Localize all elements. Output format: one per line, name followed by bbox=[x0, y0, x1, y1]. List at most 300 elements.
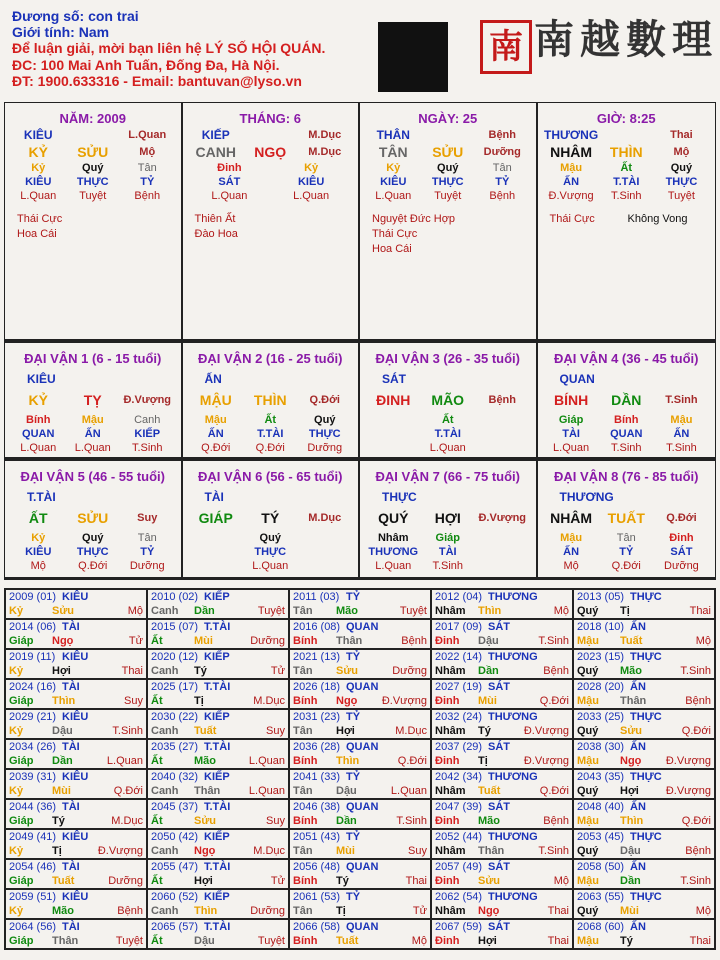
year-branch: Thìn bbox=[336, 755, 360, 767]
hidden-stem: Mậu bbox=[670, 414, 693, 426]
year-label: 2010 (02) bbox=[151, 591, 199, 603]
decade-stem-branch bbox=[538, 392, 716, 408]
year-stage: Q.Đới bbox=[681, 815, 711, 827]
year-cell bbox=[573, 829, 715, 859]
year-stage: Tử bbox=[128, 635, 143, 647]
decade-stem-branch bbox=[183, 392, 359, 408]
year-label: 2027 (19) bbox=[435, 681, 483, 693]
year-label: 2039 (31) bbox=[9, 771, 57, 783]
year-god: T.TÀI bbox=[204, 921, 231, 933]
year-label: 2062 (54) bbox=[435, 891, 483, 903]
year-label: 2032 (24) bbox=[435, 711, 483, 723]
year-stem: Đinh bbox=[435, 635, 460, 647]
hidden-stage: Bệnh bbox=[489, 190, 516, 202]
stars-list bbox=[183, 212, 359, 242]
hidden-gods-row bbox=[183, 176, 359, 188]
year-stem: Quý bbox=[577, 725, 599, 737]
year-branch: Mùi bbox=[478, 695, 497, 707]
decade-branch: TỴ bbox=[83, 392, 102, 408]
year-branch: Mão bbox=[620, 665, 642, 677]
hidden-stage: Q.Đới bbox=[255, 442, 285, 454]
star-item: Thái Cực bbox=[372, 228, 418, 240]
decade-stage: T.Sinh bbox=[665, 394, 698, 406]
branch: THÌN bbox=[609, 144, 643, 160]
life-stage: M.Dục bbox=[308, 146, 342, 158]
hidden-stage: Tuyệt bbox=[79, 190, 107, 202]
year-god: TÀI bbox=[62, 741, 80, 753]
hidden-stem: Quý bbox=[314, 414, 336, 426]
decade-god: KIÊU bbox=[27, 372, 56, 386]
year-god: SÁT bbox=[488, 921, 510, 933]
owner-line: Đương số: con trai bbox=[12, 8, 139, 24]
year-label: 2037 (29) bbox=[435, 741, 483, 753]
year-stem: Canh bbox=[151, 605, 179, 617]
year-stem: Đinh bbox=[435, 815, 460, 827]
hidden-god: KIẾP bbox=[134, 428, 161, 440]
year-god: THƯƠNG bbox=[488, 831, 538, 843]
year-label: 2030 (22) bbox=[151, 711, 199, 723]
hidden-stage: Q.Đới bbox=[201, 442, 231, 454]
year-god: SÁT bbox=[488, 741, 510, 753]
decade-god: ẤN bbox=[204, 372, 222, 386]
year-label: 2034 (26) bbox=[9, 741, 57, 753]
hidden-stage: L.Quan bbox=[553, 442, 590, 454]
year-stem: Quý bbox=[577, 785, 599, 797]
year-label: 2018 (10) bbox=[577, 621, 625, 633]
year-stage: Suy bbox=[124, 695, 143, 707]
hidden-stem: Ất bbox=[441, 414, 454, 426]
branch: SỬU bbox=[77, 144, 109, 160]
year-branch: Ngọ bbox=[52, 635, 74, 647]
year-stage: T.Sinh bbox=[680, 875, 711, 887]
year-branch: Dậu bbox=[336, 785, 357, 797]
year-cell bbox=[573, 859, 715, 889]
year-branch: Tị bbox=[194, 695, 204, 707]
year-label: 2031 (23) bbox=[293, 711, 341, 723]
stem-branch-row bbox=[538, 144, 716, 160]
hidden-stem: Ất bbox=[264, 414, 277, 426]
year-label: 2041 (33) bbox=[293, 771, 341, 783]
hidden-stage: Tuyệt bbox=[434, 190, 462, 202]
year-stem: Mậu bbox=[577, 755, 599, 767]
year-god: ẤN bbox=[630, 621, 646, 633]
gender-line: Giới tính: Nam bbox=[12, 24, 110, 41]
year-stage: Bệnh bbox=[685, 845, 711, 857]
year-label: 2047 (39) bbox=[435, 801, 483, 813]
year-stem: Mậu bbox=[577, 635, 599, 647]
life-stage: Bệnh bbox=[488, 129, 516, 141]
year-cell bbox=[147, 799, 289, 829]
year-stage: Q.Đới bbox=[397, 755, 427, 767]
year-cell bbox=[147, 709, 289, 739]
hidden-god: TỶ bbox=[619, 546, 634, 558]
year-branch: Thìn bbox=[478, 605, 502, 617]
year-cell bbox=[431, 649, 573, 679]
star-item: Thái Cực bbox=[17, 213, 63, 225]
year-stage: Mộ bbox=[553, 605, 569, 617]
year-branch: Thìn bbox=[620, 815, 644, 827]
year-cell bbox=[147, 889, 289, 919]
year-god: ẤN bbox=[630, 681, 646, 693]
year-god: TỶ bbox=[346, 771, 361, 783]
god-row bbox=[183, 128, 359, 142]
year-stage: Mộ bbox=[695, 905, 711, 917]
year-stem: Ất bbox=[151, 815, 163, 827]
year-branch: Sửu bbox=[620, 725, 643, 737]
pillar-cell bbox=[360, 103, 538, 341]
decade-branch: SỬU bbox=[77, 510, 109, 526]
header-info bbox=[12, 8, 325, 89]
hidden-stem: Quý bbox=[437, 162, 459, 174]
decade-title: ĐẠI VẬN 5 (46 - 55 tuổi) bbox=[20, 469, 165, 484]
year-branch: Tý bbox=[620, 935, 633, 947]
year-label: 2061 (53) bbox=[293, 891, 341, 903]
year-label: 2040 (32) bbox=[151, 771, 199, 783]
hidden-stem: Đinh bbox=[669, 532, 694, 544]
year-label: 2026 (18) bbox=[293, 681, 341, 693]
year-stage: Dưỡng bbox=[108, 875, 143, 887]
phone-email-line: ĐT: 1900.633316 - Email: bantuvan@lyso.vn bbox=[12, 72, 302, 89]
year-stem: Bính bbox=[293, 815, 318, 827]
year-cell bbox=[431, 619, 573, 649]
hidden-god: TÀI bbox=[562, 428, 580, 440]
hidden-stem: Bính bbox=[614, 414, 639, 426]
hidden-god: TỶ bbox=[140, 176, 155, 188]
year-god: QUAN bbox=[346, 801, 379, 813]
pillar-cell bbox=[183, 103, 361, 341]
year-label: 2064 (56) bbox=[9, 921, 57, 933]
decade-god: QUAN bbox=[559, 372, 595, 386]
year-god: KIÊU bbox=[62, 651, 89, 663]
year-stage: L.Quan bbox=[248, 785, 285, 797]
year-cell bbox=[5, 649, 147, 679]
year-god: SÁT bbox=[488, 681, 510, 693]
year-branch: Tị bbox=[478, 755, 488, 767]
year-label: 2024 (16) bbox=[9, 681, 57, 693]
year-stage: Đ.Vượng bbox=[381, 695, 427, 707]
year-branch: Tuất bbox=[52, 875, 75, 887]
year-cell bbox=[573, 709, 715, 739]
hidden-stage: L.Quan bbox=[252, 560, 289, 572]
decade-hidden-stage bbox=[183, 442, 359, 454]
pillar-title: NĂM: 2009 bbox=[59, 111, 126, 126]
year-cell bbox=[573, 739, 715, 769]
decade-stem: ẤT bbox=[28, 510, 48, 526]
year-cell bbox=[289, 889, 431, 919]
decade-hidden-gods bbox=[5, 546, 181, 558]
decade-hidden bbox=[538, 532, 716, 544]
stem-god: KIÊU bbox=[23, 128, 53, 142]
stem-branch-row bbox=[183, 144, 359, 160]
year-label: 2063 (55) bbox=[577, 891, 625, 903]
hidden-stem: Canh bbox=[134, 414, 161, 426]
year-cell bbox=[573, 679, 715, 709]
year-branch: Thìn bbox=[194, 905, 218, 917]
four-pillars-grid bbox=[4, 102, 716, 342]
decade-cell bbox=[183, 461, 361, 579]
year-branch: Tý bbox=[52, 815, 65, 827]
year-branch: Sửu bbox=[194, 815, 217, 827]
year-stem: Canh bbox=[151, 785, 179, 797]
year-label: 2025 (17) bbox=[151, 681, 199, 693]
contact-line: Để luận giải, mời bạn liên hệ LÝ SỐ HỘI QUÁN. bbox=[12, 40, 326, 57]
stem: CANH bbox=[195, 144, 236, 160]
year-god: ẤN bbox=[630, 741, 646, 753]
year-label: 2051 (43) bbox=[293, 831, 341, 843]
year-stage: Mộ bbox=[553, 875, 569, 887]
year-branch: Hợi bbox=[52, 665, 71, 677]
year-stage: Suy bbox=[266, 725, 285, 737]
decade-stem-branch bbox=[360, 392, 536, 408]
decade-god: THƯƠNG bbox=[559, 490, 614, 504]
hidden-gods-row bbox=[360, 176, 536, 188]
pillar-cell bbox=[538, 103, 716, 341]
decade-hidden-stage bbox=[183, 560, 359, 572]
year-label: 2045 (37) bbox=[151, 801, 199, 813]
god-row bbox=[5, 128, 181, 142]
year-label: 2066 (58) bbox=[293, 921, 341, 933]
decade-stem: ĐINH bbox=[376, 392, 411, 408]
year-stem: Bính bbox=[293, 875, 318, 887]
decade-branch: MÃO bbox=[431, 392, 465, 408]
year-label: 2019 (11) bbox=[9, 651, 56, 663]
year-god: TÀI bbox=[62, 681, 80, 693]
decade-stem: QUÝ bbox=[378, 510, 409, 526]
year-cell bbox=[147, 589, 289, 619]
hidden-stem: Nhâm bbox=[377, 532, 409, 544]
year-stem: Nhâm bbox=[435, 665, 466, 677]
year-cell bbox=[147, 739, 289, 769]
year-branch: Tuất bbox=[194, 725, 217, 737]
decade-hidden bbox=[360, 414, 536, 426]
year-god: TỶ bbox=[346, 591, 361, 603]
decade-hidden bbox=[5, 414, 181, 426]
life-stage: M.Dục bbox=[308, 129, 342, 141]
star-item: Thiên Ất bbox=[194, 213, 236, 225]
year-stage: T.Sinh bbox=[396, 815, 427, 827]
hidden-stem: Kỷ bbox=[386, 162, 401, 174]
god-row bbox=[360, 128, 536, 142]
life-stage: Thai bbox=[670, 129, 693, 141]
decade-branch: TÝ bbox=[261, 510, 280, 526]
year-label: 2017 (09) bbox=[435, 621, 483, 633]
decade-stage: Đ.Vượng bbox=[123, 394, 172, 406]
hidden-stems-row bbox=[5, 162, 181, 174]
year-label: 2012 (04) bbox=[435, 591, 483, 603]
year-stem: Quý bbox=[577, 845, 599, 857]
decade-stage: Đ.Vượng bbox=[478, 512, 527, 524]
year-cell bbox=[5, 829, 147, 859]
hidden-stage: L.Quan bbox=[20, 190, 57, 202]
decade-stem-branch bbox=[360, 510, 536, 526]
hidden-god: ẤN bbox=[84, 428, 101, 440]
year-god: T.TÀI bbox=[204, 801, 231, 813]
year-cell bbox=[5, 619, 147, 649]
year-label: 2020 (12) bbox=[151, 651, 199, 663]
stem: TÂN bbox=[378, 144, 408, 160]
year-stem: Giáp bbox=[9, 635, 34, 647]
life-stage: Mộ bbox=[673, 146, 690, 158]
year-cell bbox=[147, 769, 289, 799]
hidden-stem: Mậu bbox=[560, 532, 583, 544]
year-stem: Ất bbox=[151, 755, 163, 767]
hidden-stem: Quý bbox=[259, 532, 281, 544]
stem: NHÂM bbox=[550, 144, 593, 160]
year-god: KIÊU bbox=[62, 891, 89, 903]
year-branch: Ngọ bbox=[478, 905, 500, 917]
year-god: THỰC bbox=[630, 771, 662, 783]
hidden-god: TÀI bbox=[438, 546, 457, 558]
year-cell bbox=[289, 829, 431, 859]
year-branch: Sửu bbox=[52, 605, 75, 617]
year-god: T.TÀI bbox=[204, 681, 231, 693]
year-branch: Thân bbox=[336, 635, 363, 647]
year-stem: Đinh bbox=[435, 695, 460, 707]
year-label: 2036 (28) bbox=[293, 741, 341, 753]
decade-hidden-stage bbox=[538, 442, 716, 454]
year-cell bbox=[573, 799, 715, 829]
year-branch: Tý bbox=[194, 665, 207, 677]
year-cell bbox=[5, 859, 147, 889]
year-label: 2054 (46) bbox=[9, 861, 57, 873]
year-branch: Thân bbox=[52, 935, 79, 947]
year-branch: Hợi bbox=[478, 935, 497, 947]
year-stage: Đ.Vượng bbox=[523, 755, 569, 767]
year-cell bbox=[573, 919, 715, 949]
year-branch: Ngọ bbox=[194, 845, 216, 857]
hidden-stem: Quý bbox=[82, 532, 104, 544]
year-god: THỰC bbox=[630, 591, 662, 603]
hidden-stem: Mậu bbox=[560, 162, 583, 174]
year-god: THƯƠNG bbox=[488, 711, 538, 723]
decade-hidden-stage bbox=[360, 442, 536, 454]
seal-stamp: 南 bbox=[480, 20, 532, 74]
hidden-stem: Kỷ bbox=[31, 532, 46, 544]
year-branch: Thân bbox=[194, 785, 221, 797]
year-god: ẤN bbox=[630, 921, 646, 933]
year-stem: Canh bbox=[151, 845, 179, 857]
decade-stem-branch bbox=[5, 510, 181, 526]
hidden-stems-row bbox=[183, 162, 359, 174]
decade-branch: TUẤT bbox=[607, 510, 645, 526]
year-stage: Dưỡng bbox=[250, 905, 285, 917]
life-stage: Dưỡng bbox=[483, 146, 521, 158]
hidden-god: ẤN bbox=[207, 428, 224, 440]
hidden-stage: Dưỡng bbox=[129, 560, 165, 572]
year-cell bbox=[289, 919, 431, 949]
year-stage: Mộ bbox=[127, 605, 143, 617]
stem: KỶ bbox=[28, 144, 48, 160]
year-stage: L.Quan bbox=[390, 785, 427, 797]
year-stem: Tân bbox=[293, 665, 313, 677]
year-stage: Bệnh bbox=[117, 905, 143, 917]
hidden-stem: Kỷ bbox=[31, 162, 46, 174]
year-god: TỶ bbox=[346, 831, 361, 843]
year-stage: Thai bbox=[121, 665, 143, 677]
year-stem: Tân bbox=[293, 785, 313, 797]
hidden-stage-row bbox=[360, 190, 536, 202]
year-branch: Mão bbox=[52, 905, 74, 917]
year-stem: Giáp bbox=[9, 875, 34, 887]
year-branch: Thân bbox=[478, 845, 505, 857]
year-stem: Bính bbox=[293, 935, 318, 947]
year-stem: Quý bbox=[577, 665, 599, 677]
year-stage: Tử bbox=[412, 905, 427, 917]
year-god: T.TÀI bbox=[204, 861, 231, 873]
year-stage: Bệnh bbox=[685, 695, 711, 707]
decade-hidden bbox=[360, 532, 536, 544]
year-table bbox=[4, 588, 716, 950]
year-god: SÁT bbox=[488, 861, 510, 873]
year-stem: Nhâm bbox=[435, 605, 466, 617]
decade-title: ĐẠI VẬN 8 (76 - 85 tuổi) bbox=[554, 469, 699, 484]
pillar-title: NGÀY: 25 bbox=[418, 111, 478, 126]
year-god: KIẾP bbox=[204, 891, 230, 903]
stem-god: THƯƠNG bbox=[543, 128, 599, 142]
pillar-cell bbox=[5, 103, 183, 341]
hidden-god: ẤN bbox=[563, 546, 580, 558]
decade-hidden-gods bbox=[183, 546, 359, 558]
decade-title: ĐẠI VẬN 7 (66 - 75 tuổi) bbox=[375, 469, 520, 484]
year-branch: Tuất bbox=[620, 635, 643, 647]
year-label: 2015 (07) bbox=[151, 621, 199, 633]
year-stage: Dưỡng bbox=[392, 665, 427, 677]
hidden-stage: Đ.Vượng bbox=[548, 190, 594, 202]
hidden-god: QUAN bbox=[610, 428, 643, 440]
year-branch: Dậu bbox=[620, 845, 641, 857]
life-stage: Mộ bbox=[139, 146, 156, 158]
year-label: 2052 (44) bbox=[435, 831, 483, 843]
year-stem: Nhâm bbox=[435, 845, 466, 857]
decade-hidden-gods bbox=[538, 428, 716, 440]
year-cell bbox=[431, 739, 573, 769]
year-stem: Kỷ bbox=[9, 845, 24, 857]
year-cell bbox=[147, 829, 289, 859]
year-cell bbox=[5, 589, 147, 619]
year-god: TỶ bbox=[346, 711, 361, 723]
decade-hidden-stage bbox=[538, 560, 716, 572]
year-stem: Nhâm bbox=[435, 905, 466, 917]
year-stem: Đinh bbox=[435, 755, 460, 767]
star-item: Hoa Cái bbox=[372, 243, 412, 255]
decade-stage: Bệnh bbox=[488, 394, 516, 406]
year-stage: L.Quan bbox=[106, 755, 143, 767]
year-god: THỰC bbox=[630, 831, 662, 843]
year-god: THƯƠNG bbox=[488, 771, 538, 783]
hidden-gods-row bbox=[5, 176, 181, 188]
year-stem: Bính bbox=[293, 635, 318, 647]
year-branch: Mão bbox=[478, 815, 500, 827]
year-god: SÁT bbox=[488, 621, 510, 633]
year-stem: Mậu bbox=[577, 875, 599, 887]
year-label: 2068 (60) bbox=[577, 921, 625, 933]
hidden-god: SÁT bbox=[670, 546, 693, 558]
year-branch: Tý bbox=[478, 725, 491, 737]
pillar-title: THÁNG: 6 bbox=[239, 111, 301, 126]
hidden-stem: Bính bbox=[26, 414, 51, 426]
year-stem: Ất bbox=[151, 875, 163, 887]
year-cell bbox=[431, 589, 573, 619]
year-label: 2067 (59) bbox=[435, 921, 483, 933]
god-row bbox=[538, 128, 716, 142]
year-branch: Hợi bbox=[620, 785, 639, 797]
decade-stem: MẬU bbox=[199, 392, 232, 408]
year-label: 2014 (06) bbox=[9, 621, 57, 633]
year-cell bbox=[147, 619, 289, 649]
year-stage: M.Dục bbox=[395, 725, 427, 737]
decade-cell bbox=[5, 343, 183, 459]
year-god: TỶ bbox=[346, 891, 361, 903]
